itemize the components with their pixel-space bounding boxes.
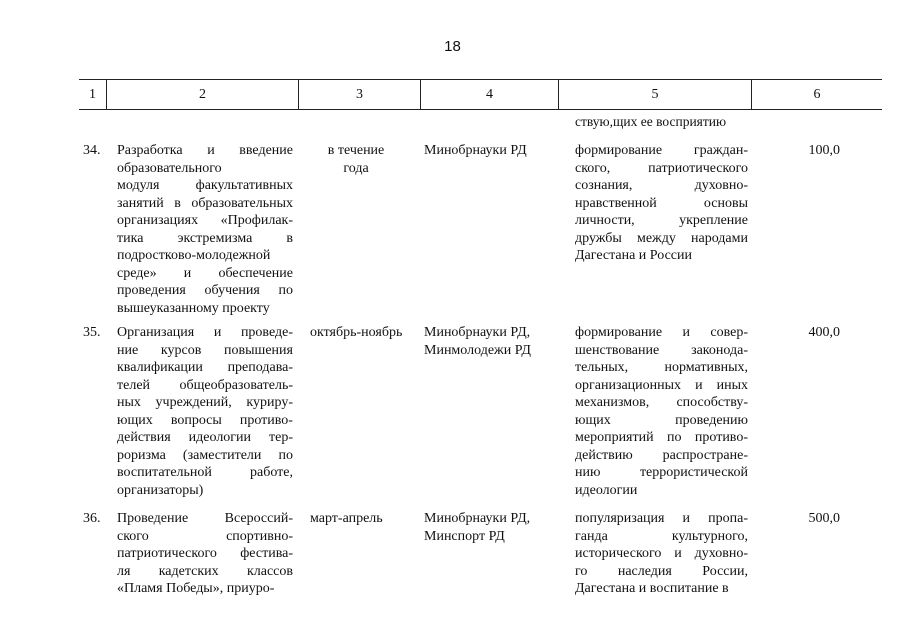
result-cell-line: Дагестана и воспитание в bbox=[575, 581, 729, 596]
amount-cell: 100,0 bbox=[808, 143, 840, 158]
action-cell-line: проведения обучения по bbox=[117, 283, 293, 298]
executor-cell-line: Минспорт РД bbox=[424, 528, 505, 544]
result-cell-line: сознания, духовно- bbox=[575, 178, 748, 193]
action-cell-line: ющих вопросы противо- bbox=[117, 412, 293, 428]
result-cell bbox=[575, 324, 748, 499]
action-cell bbox=[117, 324, 293, 499]
result-cell-line: нию террористической bbox=[575, 465, 748, 480]
action-cell-line: ского спортивно- bbox=[117, 528, 293, 544]
action-cell-line: воспитательной работе, bbox=[117, 465, 293, 480]
term-cell-line: октябрь-ноябрь bbox=[310, 325, 403, 340]
result-cell-line: ского, патриотического bbox=[575, 160, 748, 176]
action-cell-line: квалификации преподава- bbox=[117, 360, 293, 375]
result-cell-line: организационных и иных bbox=[575, 377, 748, 393]
action-cell bbox=[117, 510, 293, 598]
column-header-4: 4 bbox=[421, 80, 559, 110]
result-cell-line: дружбы между народами bbox=[575, 230, 748, 246]
row-number: 36. bbox=[83, 511, 101, 526]
action-cell bbox=[117, 142, 293, 317]
result-cell-line: формирование и совер- bbox=[575, 325, 748, 340]
action-cell-line: тика экстремизма в bbox=[117, 230, 293, 246]
action-cell-line: действия идеологии тер- bbox=[117, 430, 293, 445]
result-cell bbox=[575, 510, 748, 598]
executor-cell bbox=[424, 510, 564, 545]
executor-cell bbox=[424, 142, 564, 160]
result-cell-line: идеологии bbox=[575, 482, 638, 498]
result-cell-line: тельных, нормативных, bbox=[575, 360, 748, 375]
executor-cell bbox=[424, 324, 564, 359]
executor-cell-line: Минмолодежи РД bbox=[424, 342, 531, 358]
executor-cell-line: Минобрнауки РД bbox=[424, 143, 527, 158]
action-cell-line: организаторы) bbox=[117, 482, 204, 498]
executor-cell-line: Минобрнауки РД, bbox=[424, 511, 531, 526]
column-header-2: 2 bbox=[107, 80, 299, 110]
result-cell-line: Дагестана и России bbox=[575, 248, 692, 263]
column-header-3: 3 bbox=[299, 80, 421, 110]
term-cell-line: в течение bbox=[327, 143, 385, 158]
action-cell-line: Разработка и введение bbox=[117, 143, 293, 158]
action-cell-line: Проведение Всероссий- bbox=[117, 511, 293, 526]
executor-cell-line: Минобрнауки РД, bbox=[424, 325, 531, 340]
column-header-1: 1 bbox=[79, 80, 107, 110]
result-cell-line: механизмов, способству- bbox=[575, 395, 748, 410]
action-cell-line: роризма (заместители по bbox=[117, 447, 293, 463]
column-header-6: 6 bbox=[752, 80, 883, 110]
column-header-table bbox=[79, 79, 882, 110]
result-cell-line: формирование граждан- bbox=[575, 143, 748, 158]
page-number: 18 bbox=[444, 38, 461, 55]
result-cell-line: ющих проведению bbox=[575, 412, 748, 428]
continued-text: ствую,щих ее восприятию bbox=[575, 114, 727, 129]
term-cell-line: март-апрель bbox=[310, 511, 383, 526]
action-cell-line: среде» и обеспечение bbox=[117, 265, 293, 281]
column-header-5: 5 bbox=[559, 80, 752, 110]
row-number: 34. bbox=[83, 143, 101, 158]
action-cell-line: патриотического фестива- bbox=[117, 546, 293, 561]
result-cell-line: действию распростране- bbox=[575, 447, 748, 463]
result-cell-line: нравственной основы bbox=[575, 195, 748, 211]
term-cell bbox=[310, 324, 422, 342]
result-cell-line: шенствование законода- bbox=[575, 342, 748, 358]
action-cell-line: подростково-молодежной bbox=[117, 248, 271, 263]
result-cell-line: го наследия России, bbox=[575, 563, 748, 579]
action-cell-line: ных учреждений, куриру- bbox=[117, 395, 293, 410]
result-cell-line: мероприятий по противо- bbox=[575, 430, 748, 445]
row-number: 35. bbox=[83, 325, 101, 340]
amount-cell: 400,0 bbox=[808, 325, 840, 340]
term-cell-line: года bbox=[343, 160, 369, 176]
action-cell-line: Организация и проведе- bbox=[117, 325, 293, 340]
result-cell-line: исторического и духовно- bbox=[575, 546, 748, 561]
action-cell-line: ние курсов повышения bbox=[117, 342, 293, 358]
action-cell-line: организациях «Профилак- bbox=[117, 213, 293, 228]
action-cell-line: занятий в образовательных bbox=[117, 195, 293, 211]
action-cell-line: вышеуказанному проекту bbox=[117, 300, 270, 316]
result-cell-line: популяризация и пропа- bbox=[575, 511, 748, 526]
result-cell-line: личности, укрепление bbox=[575, 213, 748, 228]
action-cell-line: ля кадетских классов bbox=[117, 563, 293, 579]
action-cell-line: «Пламя Победы», приуро- bbox=[117, 581, 275, 596]
action-cell-line: образовательного bbox=[117, 160, 222, 176]
term-cell bbox=[300, 142, 412, 177]
result-cell bbox=[575, 142, 748, 265]
action-cell-line: модуля факультативных bbox=[117, 178, 293, 193]
amount-cell: 500,0 bbox=[808, 511, 840, 526]
action-cell-line: телей общеобразователь- bbox=[117, 377, 293, 393]
term-cell bbox=[310, 510, 422, 528]
result-cell-line: ганда культурного, bbox=[575, 528, 748, 544]
